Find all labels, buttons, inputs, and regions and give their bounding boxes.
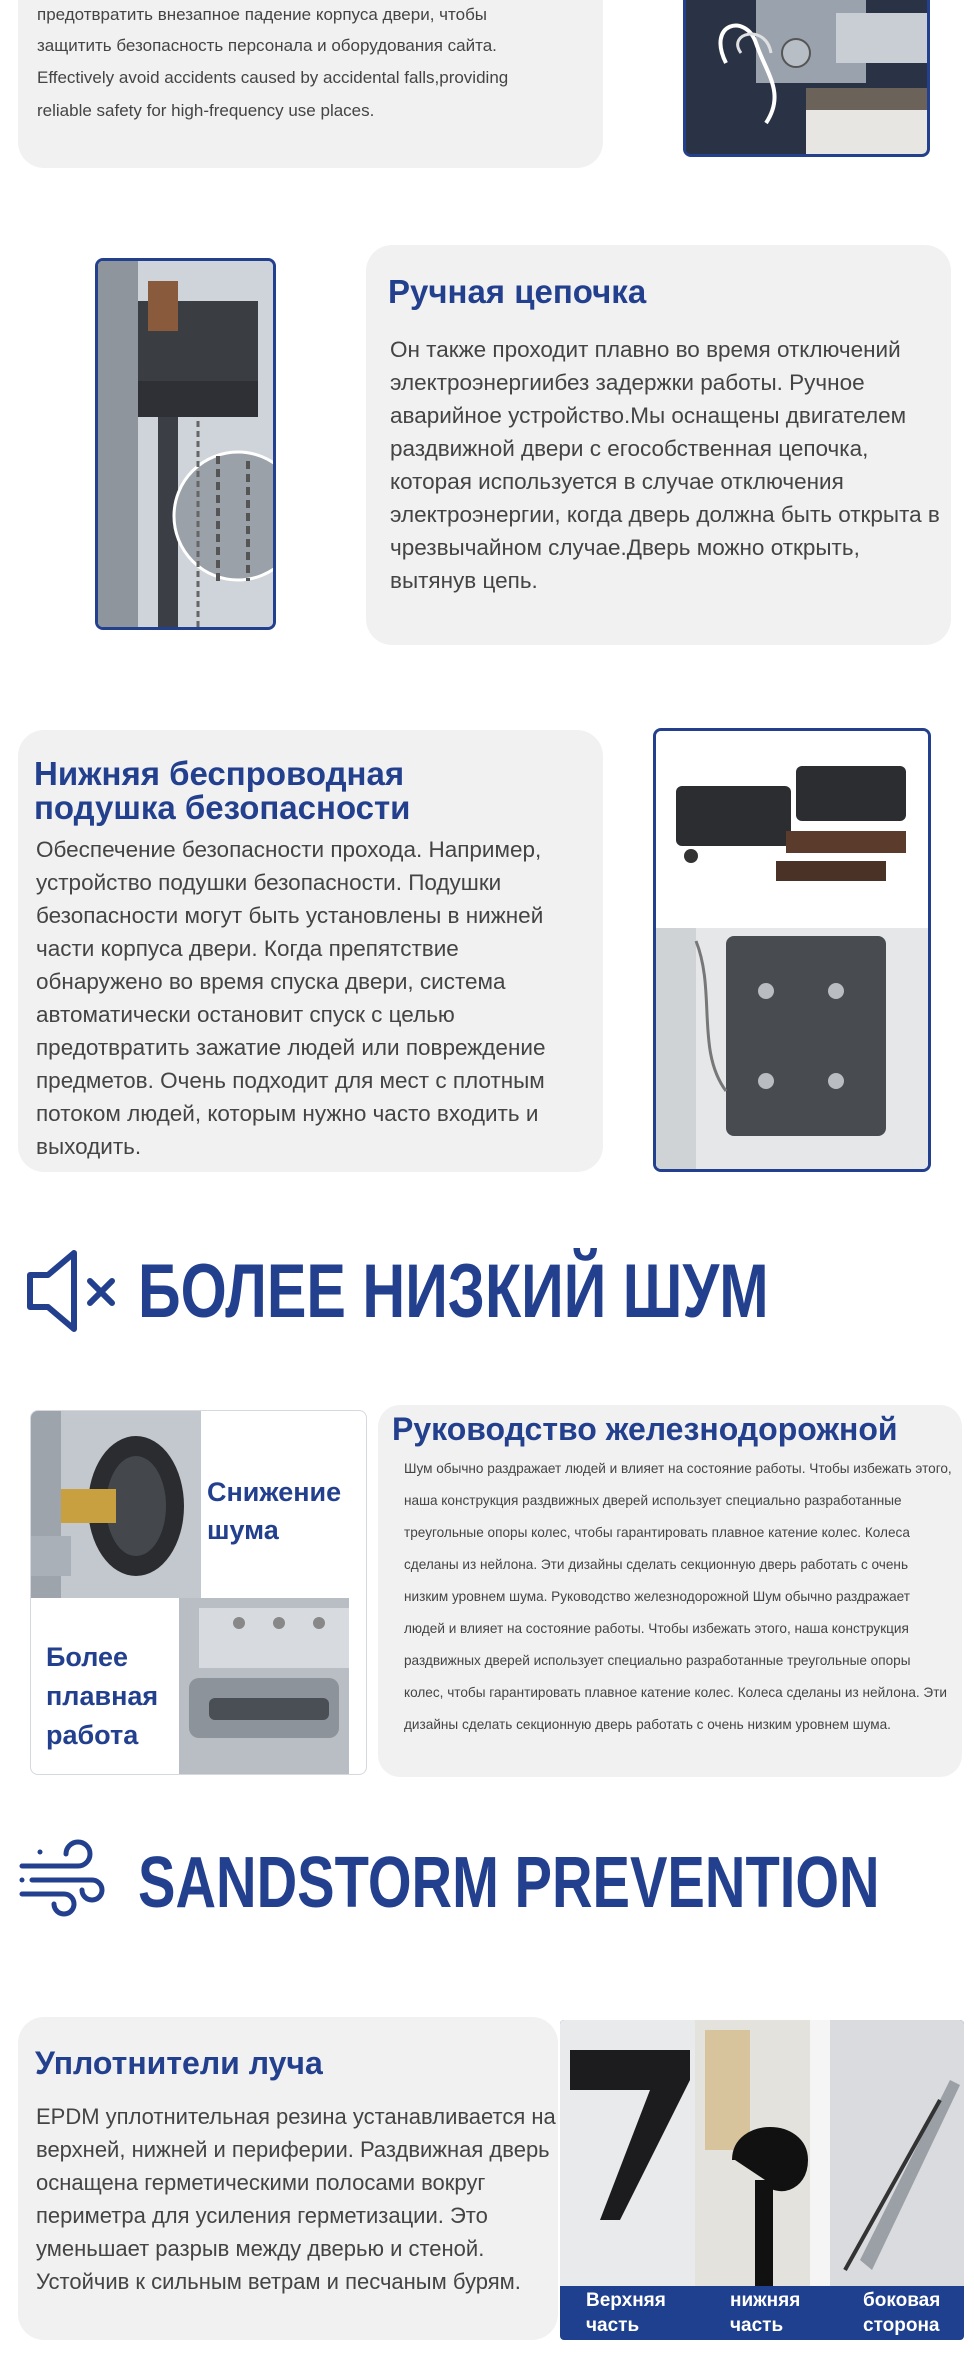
caption-side-part: [863, 2288, 940, 2338]
speaker-mute-icon: [22, 1245, 122, 1337]
seals-photo-panel: [560, 2020, 964, 2340]
rail-guide-title: Руководство железнодорожной: [392, 1411, 898, 1447]
caption-top-line-2: часть: [586, 2315, 640, 2336]
manual-chain-photo: [95, 258, 276, 630]
noise-banner-title: БОЛЕЕ НИЗКИЙ ШУМ: [138, 1249, 769, 1334]
seal-profiles-illustration: [560, 2020, 964, 2286]
caption-side-line-2: сторона: [863, 2315, 940, 2336]
top-text-ru-2: защитить безопасность персонала и оборудования сайта.: [37, 36, 497, 55]
top-text-en-2: reliable safety for high-frequency use places.: [37, 101, 375, 120]
caption-bottom-line-2: часть: [730, 2315, 784, 2336]
smooth-operation-label: [46, 1638, 158, 1755]
noise-reduction-label-line-1: Снижение: [207, 1477, 342, 1507]
noise-reduction-label-line-2: шума: [207, 1515, 279, 1545]
safety-spring-photo: [683, 0, 930, 157]
top-text-en-1: Effectively avoid accidents caused by accidental falls,providing: [37, 68, 509, 87]
seals-title: Уплотнители луча: [35, 2045, 323, 2081]
smooth-operation-label-line-1: Более: [46, 1642, 129, 1672]
airbag-title-line-1: Нижняя беспроводная: [34, 755, 405, 792]
caption-bottom-part: [730, 2288, 800, 2338]
manual-chain-body: Он также проходит плавно во время отключений электроэнергиибез задержки работы. Ручное аварийное устройство.Мы оснащены двигателем раздвижной двери с егособственная цепочка, которая используется в случае отключения электроэнергии, когда дверь должна быть открыта в чрезвычайном случае.Дверь можно открыть, вытянув цепь.: [390, 337, 940, 593]
chain-illustration: [98, 261, 273, 627]
noise-reduction-label: [207, 1473, 341, 1549]
seals-body: EPDM уплотнительная резина устанавливается на верхней, нижней и периферии. Раздвижная дверь оснащена герметическими полосами вокруг периметра для усиления герметизации. Это уменьшает разрыв между дверью и стеной. Устойчив к сильным ветрам и песчаным бурям.: [36, 2104, 556, 2294]
wheel-illustration: [31, 1411, 201, 1598]
airbag-photo: [653, 728, 931, 1172]
airbag-title-line-2: подушка безопасности: [34, 789, 411, 826]
hinge-illustration: [179, 1598, 349, 1774]
caption-top-line-1: Верхняя: [586, 2290, 666, 2311]
rail-guide-body: Шум обычно раздражает людей и влияет на состояние работы. Чтобы избежать этого, наша конструкция раздвижных дверей использует специально разработанные треугольные опоры колес, чтобы гарантировать плавное катение колес. Колеса сделаны из нейлона. Эти дизайны сделать секционную дверь работать с очень низким уровнем шума. Руководство железнодорожной Шум обычно раздражает людей и влияет на состояние работы. Чтобы избежать этого, наша конструкция раздвижных дверей использует специально разработанные треугольные опоры колес, чтобы гарантировать плавное катение колес. Колеса сделаны из нейлона. Эти дизайны сделать секционную дверь работать с очень низким уровнем шума.: [404, 1461, 952, 1732]
top-text-ru-1: предотвратить внезапное падение корпуса двери, чтобы: [37, 5, 488, 24]
wind-icon: [18, 1838, 108, 1918]
smooth-operation-label-line-3: работа: [46, 1720, 139, 1750]
smooth-operation-label-line-2: плавная: [46, 1681, 159, 1711]
safety-spring-illustration: [686, 0, 927, 154]
manual-chain-title: Ручная цепочка: [388, 273, 647, 310]
caption-top-part: [586, 2288, 666, 2338]
sandstorm-banner-title: SANDSTORM PREVENTION: [138, 1843, 880, 1923]
caption-side-line-1: боковая: [863, 2290, 941, 2311]
wireless-sensor-illustration: [656, 731, 928, 1169]
airbag-body: Обеспечение безопасности прохода. Например, устройство подушки безопасности. Подушки безопасности могут быть установлены в нижней части корпуса двери. Когда препятствие обнаружено во время спуска двери, система автоматически остановит спуск с целью предотвратить зажатие людей или повреждение предметов. Очень подходит для мест с плотным потоком людей, которым нужно часто входить и выходить.: [36, 837, 546, 1159]
caption-bottom-line-1: нижняя: [730, 2290, 801, 2311]
